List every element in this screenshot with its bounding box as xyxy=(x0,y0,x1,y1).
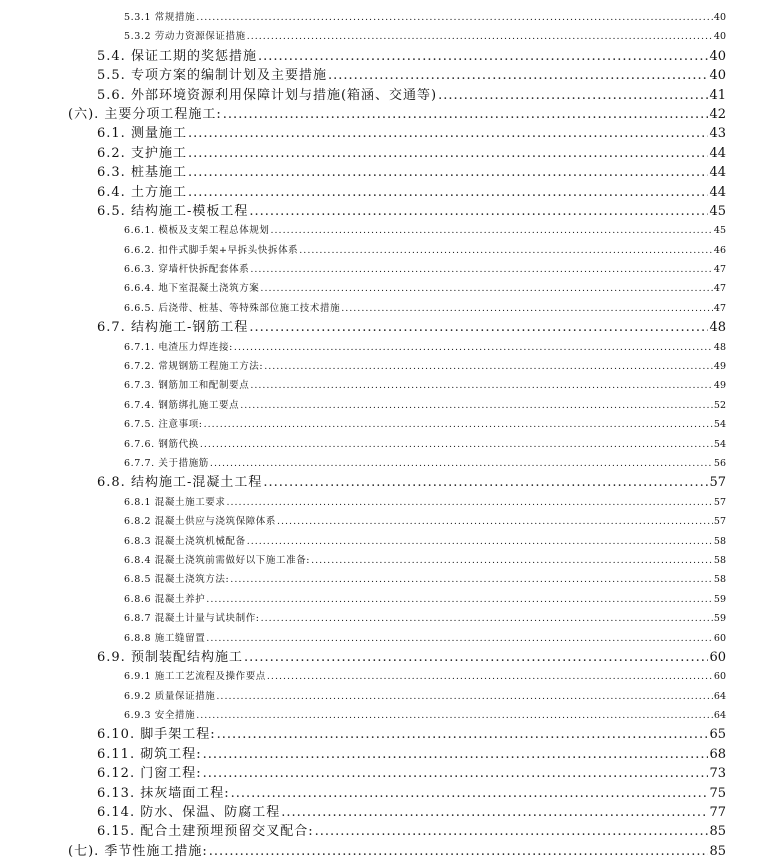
toc-entry-page-number: 40 xyxy=(709,48,726,64)
toc-entry[interactable] xyxy=(0,163,779,182)
toc-dot-leader xyxy=(244,648,709,667)
toc-entry-page-number: 49 xyxy=(713,380,726,392)
toc-dot-leader xyxy=(240,396,713,415)
toc-dot-leader xyxy=(231,784,709,803)
toc-entry-label: 6.12. 门窗工程: xyxy=(97,766,202,782)
toc-dot-leader xyxy=(299,241,713,260)
toc-entry[interactable] xyxy=(0,435,779,454)
toc-entry-page-number: 47 xyxy=(713,283,726,295)
toc-entry[interactable] xyxy=(0,183,779,202)
toc-entry-label: 6.8.7 混凝土计量与试块制作: xyxy=(124,613,260,625)
toc-entry-page-number: 40 xyxy=(713,31,726,43)
toc-entry-label: 6.7.5. 注意事项: xyxy=(124,419,203,431)
toc-entry[interactable] xyxy=(0,667,779,686)
toc-entry[interactable] xyxy=(0,27,779,46)
toc-dot-leader xyxy=(249,318,708,337)
toc-entry-label: 6.8.5 混凝土浇筑方法: xyxy=(124,574,230,586)
toc-entry-label: 6.10. 脚手架工程: xyxy=(97,727,216,743)
toc-entry-label: 6.6.4. 地下室混凝土浇筑方案 xyxy=(124,283,260,295)
toc-entry[interactable] xyxy=(0,202,779,221)
toc-dot-leader xyxy=(271,221,713,240)
toc-entry[interactable] xyxy=(0,590,779,609)
toc-entry[interactable] xyxy=(0,396,779,415)
toc-dot-leader xyxy=(258,47,709,66)
toc-entry-label: (七). 季节性施工措施: xyxy=(68,843,208,859)
toc-entry[interactable] xyxy=(0,532,779,551)
toc-entry[interactable] xyxy=(0,687,779,706)
toc-entry-page-number: 57 xyxy=(713,516,726,528)
toc-entry-label: 6.9.2 质量保证措施 xyxy=(124,690,216,702)
toc-dot-leader xyxy=(341,299,713,318)
toc-dot-leader xyxy=(209,842,709,861)
toc-entry-page-number: 43 xyxy=(709,126,726,142)
toc-entry-label: 6.8.1 混凝土施工要求 xyxy=(124,496,226,508)
toc-entry-page-number: 46 xyxy=(713,244,726,256)
toc-entry[interactable] xyxy=(0,8,779,27)
toc-entry-page-number: 54 xyxy=(713,438,726,450)
toc-entry[interactable] xyxy=(0,570,779,589)
toc-entry-page-number: 65 xyxy=(709,727,726,743)
toc-dot-leader xyxy=(210,454,713,473)
toc-entry-page-number: 60 xyxy=(713,671,726,683)
toc-dot-leader xyxy=(230,570,713,589)
toc-entry-label: 6.15. 配合土建预埋预留交叉配合: xyxy=(97,824,314,840)
toc-entry[interactable] xyxy=(0,764,779,783)
toc-entry[interactable] xyxy=(0,105,779,124)
toc-entry[interactable] xyxy=(0,47,779,66)
toc-entry[interactable] xyxy=(0,648,779,667)
toc-entry[interactable] xyxy=(0,299,779,318)
toc-entry[interactable] xyxy=(0,66,779,85)
toc-dot-leader xyxy=(188,183,709,202)
toc-dot-leader xyxy=(311,551,713,570)
toc-dot-leader xyxy=(247,27,713,46)
toc-entry[interactable] xyxy=(0,357,779,376)
toc-entry-page-number: 44 xyxy=(709,145,726,161)
toc-entry[interactable] xyxy=(0,415,779,434)
toc-entry-page-number: 64 xyxy=(713,710,726,722)
toc-entry[interactable] xyxy=(0,629,779,648)
toc-entry[interactable] xyxy=(0,745,779,764)
toc-dot-leader xyxy=(204,415,713,434)
toc-dot-leader xyxy=(188,163,709,182)
toc-dot-leader xyxy=(196,706,713,725)
toc-entry[interactable] xyxy=(0,221,779,240)
toc-entry-label: 6.5. 结构施工-模板工程 xyxy=(97,203,249,219)
toc-dot-leader xyxy=(438,86,708,105)
toc-entry-label: 6.1. 测量施工 xyxy=(97,126,187,142)
toc-dot-leader xyxy=(216,687,713,706)
toc-entry-page-number: 52 xyxy=(713,399,726,411)
toc-dot-leader xyxy=(261,609,713,628)
toc-entry-label: 6.6.3. 穿墙杆快拆配套体系 xyxy=(124,264,250,276)
toc-dot-leader xyxy=(264,357,713,376)
toc-entry-label: 6.3. 桩基施工 xyxy=(97,165,187,181)
toc-entry-page-number: 44 xyxy=(709,184,726,200)
toc-entry-label: 6.8.6 混凝土养护 xyxy=(124,593,206,605)
toc-dot-leader xyxy=(277,512,713,531)
toc-entry[interactable] xyxy=(0,725,779,744)
toc-entry[interactable] xyxy=(0,493,779,512)
toc-entry-page-number: 75 xyxy=(709,785,726,801)
toc-entry-page-number: 58 xyxy=(713,554,726,566)
toc-entry-page-number: 59 xyxy=(713,593,726,605)
toc-dot-leader xyxy=(328,66,709,85)
toc-entry-page-number: 57 xyxy=(709,475,726,491)
toc-entry[interactable] xyxy=(0,512,779,531)
toc-entry-page-number: 85 xyxy=(709,843,726,859)
toc-entry-label: 6.9.3 安全措施 xyxy=(124,710,196,722)
toc-entry-page-number: 40 xyxy=(713,12,726,23)
toc-dot-leader xyxy=(203,764,709,783)
toc-dot-leader xyxy=(217,725,709,744)
table-of-contents xyxy=(0,8,779,861)
toc-entry-label: 6.9. 预制装配结构施工 xyxy=(97,649,243,665)
toc-entry-label: 6.6.5. 后浇带、桩基、等特殊部位施工技术措施 xyxy=(124,302,341,314)
toc-entry-page-number: 73 xyxy=(709,766,726,782)
toc-entry[interactable] xyxy=(0,241,779,260)
toc-entry[interactable] xyxy=(0,144,779,163)
toc-dot-leader xyxy=(223,105,709,124)
toc-entry-label: (六). 主要分项工程施工: xyxy=(68,106,222,122)
toc-dot-leader xyxy=(234,338,713,357)
toc-entry[interactable] xyxy=(0,784,779,803)
toc-entry[interactable] xyxy=(0,706,779,725)
toc-entry-page-number: 77 xyxy=(709,805,726,821)
toc-dot-leader xyxy=(249,202,708,221)
toc-dot-leader xyxy=(206,590,713,609)
toc-entry-label: 6.7.1. 电渣压力焊连接: xyxy=(124,341,233,353)
toc-entry[interactable] xyxy=(0,473,779,492)
toc-entry-page-number: 45 xyxy=(709,203,726,219)
toc-entry-label: 6.2. 支护施工 xyxy=(97,145,187,161)
toc-entry-label: 6.13. 抹灰墙面工程: xyxy=(97,785,230,801)
toc-entry-page-number: 48 xyxy=(713,341,726,353)
toc-entry-label: 5.3.2 劳动力资源保证措施 xyxy=(124,31,246,43)
toc-entry-page-number: 41 xyxy=(709,87,726,103)
toc-entry-page-number: 40 xyxy=(709,68,726,84)
toc-entry[interactable] xyxy=(0,86,779,105)
toc-entry[interactable] xyxy=(0,842,779,861)
toc-entry[interactable] xyxy=(0,260,779,279)
toc-entry-label: 6.8. 结构施工-混凝土工程 xyxy=(97,475,263,491)
toc-dot-leader xyxy=(188,124,709,143)
toc-entry-page-number: 47 xyxy=(713,264,726,276)
toc-entry-page-number: 44 xyxy=(709,165,726,181)
toc-dot-leader xyxy=(267,667,713,686)
toc-entry-page-number: 45 xyxy=(713,225,726,237)
toc-dot-leader xyxy=(281,803,708,822)
toc-entry-page-number: 58 xyxy=(713,574,726,586)
toc-entry-label: 6.6.1. 模板及支架工程总体规划 xyxy=(124,225,270,237)
toc-entry-label: 6.8.8 施工缝留置 xyxy=(124,632,206,644)
toc-entry-page-number: 57 xyxy=(713,496,726,508)
toc-dot-leader xyxy=(206,629,713,648)
toc-entry-page-number: 60 xyxy=(713,632,726,644)
toc-entry-page-number: 56 xyxy=(713,457,726,469)
toc-entry-page-number: 68 xyxy=(709,746,726,762)
toc-dot-leader xyxy=(196,8,713,27)
toc-entry[interactable] xyxy=(0,803,779,822)
toc-dot-leader xyxy=(188,144,709,163)
toc-entry-page-number: 54 xyxy=(713,419,726,431)
toc-entry-label: 5.5. 专项方案的编制计划及主要措施 xyxy=(97,68,327,84)
toc-entry-page-number: 48 xyxy=(709,320,726,336)
toc-entry[interactable] xyxy=(0,318,779,337)
toc-entry-label: 6.6.2. 扣件式脚手架+早拆头快拆体系 xyxy=(124,244,299,256)
toc-entry[interactable] xyxy=(0,376,779,395)
toc-entry-page-number: 60 xyxy=(709,649,726,665)
toc-entry[interactable] xyxy=(0,279,779,298)
toc-entry-label: 6.14. 防水、保温、防腐工程 xyxy=(97,805,281,821)
toc-entry[interactable] xyxy=(0,454,779,473)
toc-entry-label: 6.7.2. 常规钢筋工程施工方法: xyxy=(124,361,264,373)
toc-entry-label: 6.7.7. 关于措施筋 xyxy=(124,457,209,469)
toc-entry-page-number: 58 xyxy=(713,535,726,547)
toc-entry-page-number: 47 xyxy=(713,302,726,314)
toc-entry-page-number: 59 xyxy=(713,613,726,625)
toc-dot-leader xyxy=(260,279,712,298)
toc-entry[interactable] xyxy=(0,338,779,357)
toc-entry-page-number: 42 xyxy=(709,106,726,122)
toc-entry-label: 5.6. 外部环境资源利用保障计划与措施(箱涵、交通等) xyxy=(97,87,438,103)
toc-entry-label: 6.7.4. 钢筋绑扎施工要点 xyxy=(124,399,240,411)
toc-entry-label: 6.11. 砌筑工程: xyxy=(97,746,202,762)
toc-entry-label: 6.8.3 混凝土浇筑机械配备 xyxy=(124,535,246,547)
toc-entry-label: 6.8.2 混凝土供应与浇筑保障体系 xyxy=(124,516,276,528)
toc-entry[interactable] xyxy=(0,609,779,628)
toc-entry-page-number: 64 xyxy=(713,690,726,702)
toc-dot-leader xyxy=(250,376,713,395)
toc-dot-leader xyxy=(263,473,708,492)
toc-entry[interactable] xyxy=(0,124,779,143)
toc-entry-label: 6.7.6. 钢筋代换 xyxy=(124,438,199,450)
toc-dot-leader xyxy=(250,260,713,279)
toc-entry-label: 5.3.1 常规措施 xyxy=(124,12,196,23)
toc-dot-leader xyxy=(247,532,713,551)
toc-entry-label: 6.7.3. 钢筋加工和配制要点 xyxy=(124,380,250,392)
toc-entry-label: 6.9.1 施工工艺流程及操作要点 xyxy=(124,671,266,683)
toc-entry-label: 6.7. 结构施工-钢筋工程 xyxy=(97,320,249,336)
toc-entry-page-number: 49 xyxy=(713,361,726,373)
toc-dot-leader xyxy=(203,745,709,764)
toc-entry-label: 6.8.4 混凝土浇筑前需做好以下施工准备: xyxy=(124,554,311,566)
toc-entry-label: 6.4. 土方施工 xyxy=(97,184,187,200)
toc-entry-label: 5.4. 保证工期的奖惩措施 xyxy=(97,48,257,64)
toc-entry[interactable] xyxy=(0,551,779,570)
toc-dot-leader xyxy=(200,435,713,454)
toc-dot-leader xyxy=(227,493,713,512)
toc-entry-page-number: 85 xyxy=(709,824,726,840)
